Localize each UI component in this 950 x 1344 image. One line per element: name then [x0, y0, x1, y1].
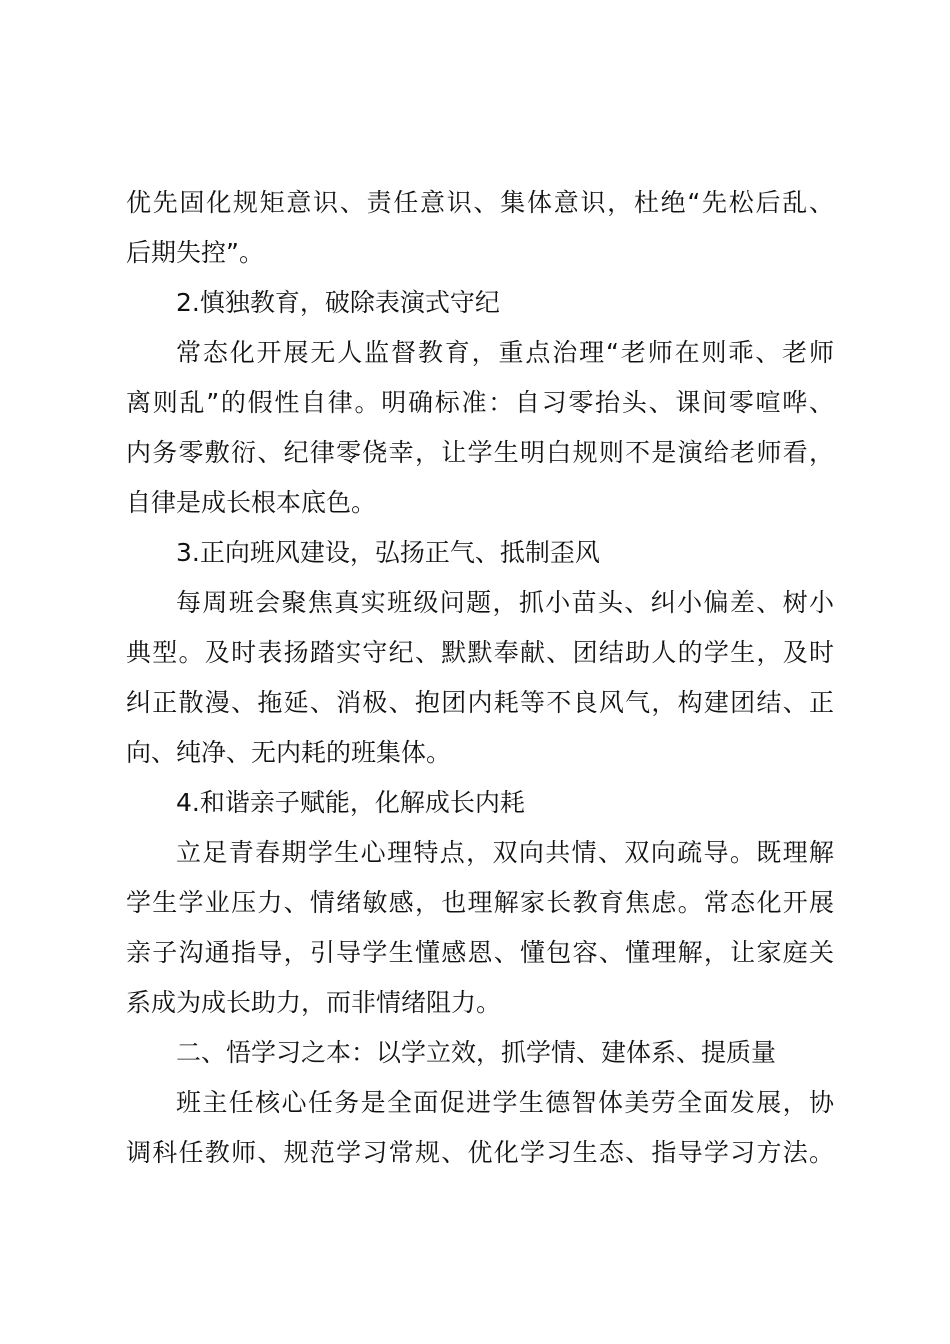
paragraph-line: 学生学业压力、情绪敏感，也理解家长教育焦虑。常态化开展 — [126, 888, 834, 917]
paragraph-line: 内务零敷衍、纪律零侥幸，让学生明白规则不是演给老师看， — [126, 438, 834, 467]
paragraph-line: 调科任教师、规范学习常规、优化学习生态、指导学习方法。 — [126, 1138, 834, 1167]
section-heading: 4.和谐亲子赋能，化解成长内耗 — [176, 788, 525, 817]
paragraph-line: 向、纯净、无内耗的班集体。 — [126, 738, 452, 767]
paragraph-line: 纠正散漫、拖延、消极、抱团内耗等不良风气，构建团结、正 — [126, 688, 834, 717]
paragraph-line: 每周班会聚焦真实班级问题，抓小苗头、纠小偏差、树小 — [176, 588, 834, 617]
paragraph-line: 系成为成长助力，而非情绪阻力。 — [126, 988, 502, 1017]
paragraph-line: 自律是成长根本底色。 — [126, 488, 377, 517]
paragraph-line: 后期失控”。 — [126, 238, 264, 267]
paragraph-line: 离则乱”的假性自律。明确标准：自习零抬头、课间零喧哗、 — [126, 388, 834, 417]
paragraph-line: 典型。及时表扬踏实守纪、默默奉献、团结助人的学生，及时 — [126, 638, 834, 667]
document-page — [126, 178, 834, 1178]
paragraph-line: 班主任核心任务是全面促进学生德智体美劳全面发展，协 — [176, 1088, 834, 1117]
paragraph-line: 常态化开展无人监督教育，重点治理“老师在则乖、老师 — [176, 338, 834, 367]
paragraph-line: 亲子沟通指导，引导学生懂感恩、懂包容、懂理解，让家庭关 — [126, 938, 834, 967]
section-heading: 3.正向班风建设，弘扬正气、抵制歪风 — [176, 538, 600, 567]
paragraph-line: 立足青春期学生心理特点，双向共情、双向疏导。既理解 — [176, 838, 834, 867]
section-heading: 2.慎独教育，破除表演式守纪 — [176, 288, 500, 317]
chapter-heading: 二、悟学习之本：以学立效，抓学情、建体系、提质量 — [176, 1038, 777, 1067]
paragraph-line: 优先固化规矩意识、责任意识、集体意识，杜绝“先松后乱、 — [126, 188, 834, 217]
